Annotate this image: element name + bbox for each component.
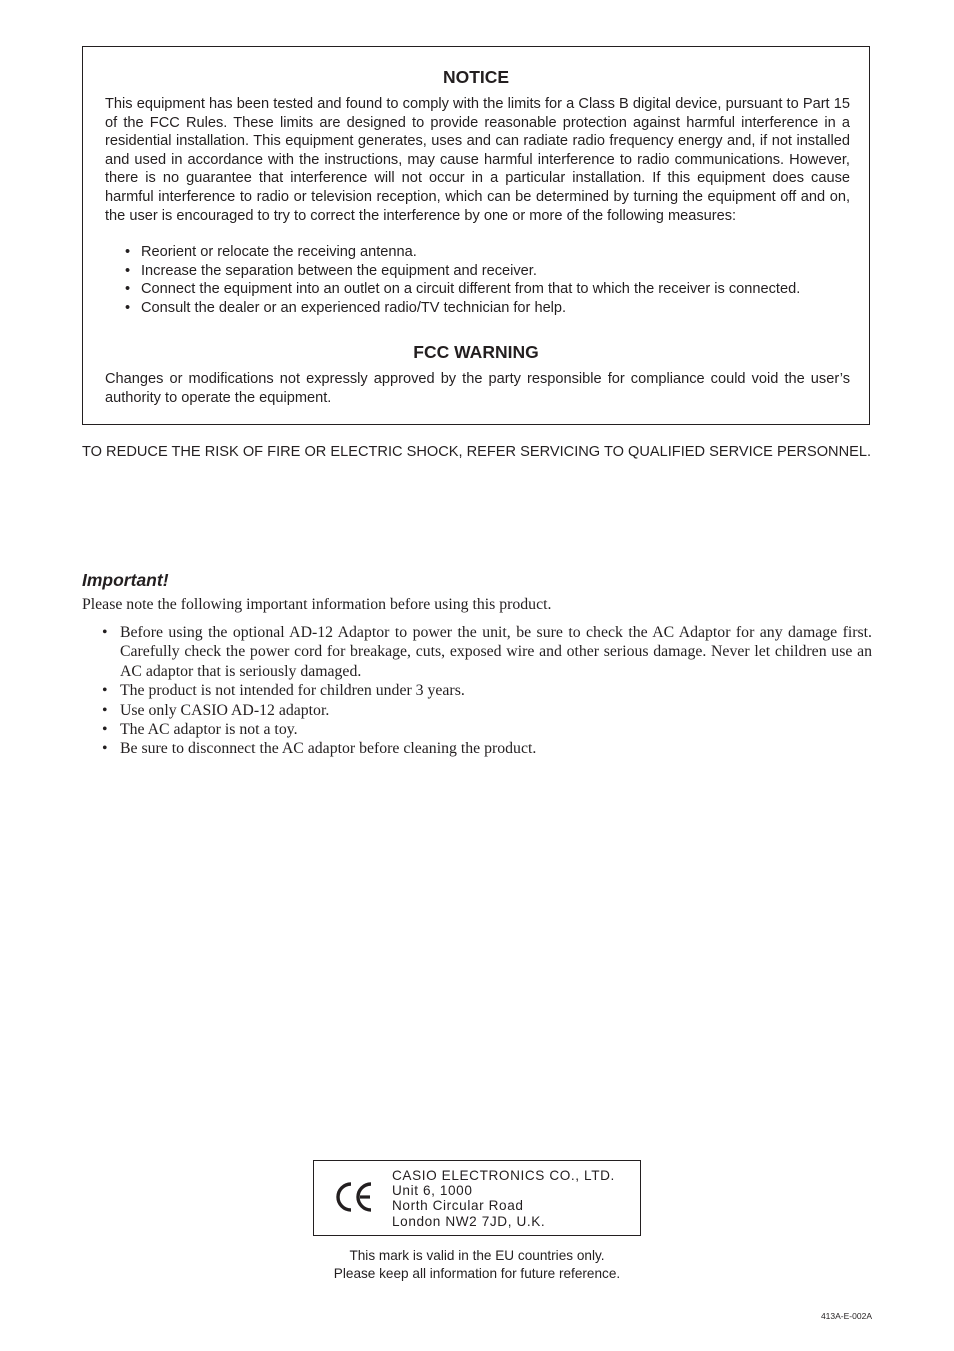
list-item: • Use only CASIO AD-12 adaptor. bbox=[102, 701, 330, 719]
important-intro: Please note the following important information before using this product. bbox=[82, 596, 552, 613]
list-item: • Consult the dealer or an experienced radio/TV technician for help. bbox=[125, 299, 567, 316]
ce-address-box bbox=[313, 1160, 641, 1236]
fcc-warning-text: Changes or modifications not expressly approved by the party responsible for compliance could void the user’s authority to operate the equipment. bbox=[105, 371, 850, 406]
list-item: • Reorient or relocate the receiving antenna. bbox=[125, 244, 417, 260]
document-code: 413A-E-002A bbox=[820, 1311, 872, 1321]
manufacturer-address: CASIO ELECTRONICS CO., LTD. Unit 6, 1000 North Circular Road London NW2 7JD, U.K. bbox=[392, 1168, 615, 1229]
important-list bbox=[100, 623, 872, 759]
notice-box bbox=[82, 46, 870, 425]
ce-note: This mark is valid in the EU countries only. Please keep all information for future reference. bbox=[333, 1248, 621, 1281]
list-item: • Increase the separation between the equipment and receiver. bbox=[125, 262, 537, 279]
notice-heading: NOTICE bbox=[442, 67, 510, 87]
important-title: Important! bbox=[82, 570, 169, 590]
list-item: • Connect the equipment into an outlet on a circuit different from that to which the receiver is connected. bbox=[125, 281, 801, 298]
list-item: • Before using the optional AD-12 Adaptor to power the unit, be sure to check the AC Adaptor for any damage first. Carefully check the power cord for breakage, cuts, exposed wire and other serious damage. Never let children use an AC adaptor that is seriously damaged. bbox=[102, 624, 872, 680]
list-item: • Be sure to disconnect the AC adaptor before cleaning the product. bbox=[102, 740, 537, 758]
notice-paragraph: This equipment has been tested and found to comply with the limits for a Class B digital device, pursuant to Part 15 of the FCC Rules. These limits are designed to provide reasonable protection against harmful interference in a residential installation. This equipment generates, uses and can radiate radio frequency energy and, if not installed and used in accordance with the instructions, may cause harmful interference to radio communications. However, there is no guarantee that interference will not occur in a particular installation. If this equipment does cause harmful interference to radio or television reception, which can be determined by turning the equipment off and on, the user is encouraged to try to correct the interference by one or more of the following measures: bbox=[105, 96, 850, 224]
shock-warning: TO REDUCE THE RISK OF FIRE OR ELECTRIC SHOCK, REFER SERVICING TO QUALIFIED SERVICE PERSONNEL. bbox=[82, 444, 872, 460]
ce-mark-icon bbox=[334, 1181, 374, 1213]
list-item: • The product is not intended for children under 3 years. bbox=[102, 682, 465, 700]
measures-list bbox=[125, 243, 865, 317]
list-item: • The AC adaptor is not a toy. bbox=[102, 721, 298, 739]
fcc-warning-heading: FCC WARNING bbox=[413, 342, 539, 362]
